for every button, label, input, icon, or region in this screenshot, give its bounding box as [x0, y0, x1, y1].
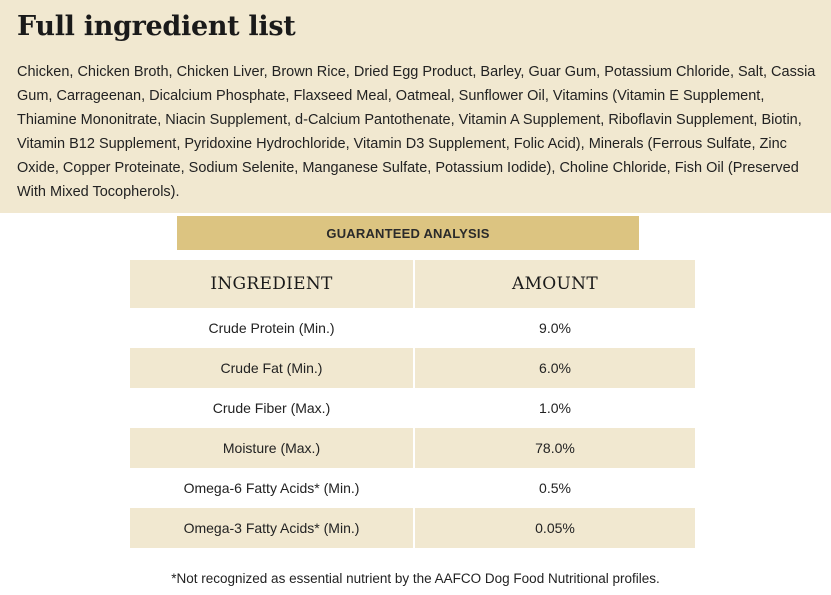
table-row — [130, 308, 695, 348]
ingredient-list-title: Full ingredient list — [17, 11, 296, 42]
table-row — [130, 348, 695, 388]
ingredient-cell: Crude Fat (Min.) — [130, 348, 415, 388]
table-row — [130, 468, 695, 508]
aafco-footnote: *Not recognized as essential nutrient by the AAFCO Dog Food Nutritional profiles. — [171, 571, 660, 586]
amount-cell: 9.0% — [539, 320, 571, 336]
ingredient-cell: Omega-3 Fatty Acids* (Min.) — [130, 508, 415, 548]
ingredient-cell: Crude Fiber (Max.) — [130, 388, 415, 428]
ingredient-cell: Crude Protein (Min.) — [130, 308, 415, 348]
guaranteed-analysis-heading: GUARANTEED ANALYSIS — [177, 216, 639, 250]
amount-cell: 1.0% — [539, 400, 571, 416]
guaranteed-analysis-table — [130, 260, 695, 548]
table-row — [130, 388, 695, 428]
ingredient-cell: Moisture (Max.) — [130, 428, 415, 468]
ingredient-list-text: Chicken, Chicken Broth, Chicken Liver, Brown Rice, Dried Egg Product, Barley, Guar Gum, Potassium Chloride, Salt, Cassia Gum, Carrageenan, Dicalcium Phosphate, Flaxseed Meal, Oatmeal, Sunflower Oil, Vitamins (Vitamin E Supplement, Thiamine Mononitrate, Niacin Supplement, d-Calcium Pantothenate, Vitamin A Supplement, Riboflavin Supplement, Biotin, Vitamin B12 Supplement, Pyridoxine Hydrochloride, Vitamin D3 Supplement, Folic Acid), Minerals (Ferrous Sulfate, Zinc Oxide, Copper Proteinate, Sodium Selenite, Manganese Sulfate, Potassium Iodide), Choline Chloride, Fish Oil (Preserved With Mixed Tocopherols). — [17, 64, 816, 200]
table-row — [130, 428, 695, 468]
amount-cell: 0.05% — [415, 508, 695, 548]
amount-cell: 6.0% — [415, 348, 695, 388]
column-header-amount: AMOUNT — [415, 260, 695, 308]
table-row — [130, 508, 695, 548]
table-header-row — [130, 260, 695, 308]
ingredient-list-panel — [0, 0, 831, 213]
ingredient-cell: Omega-6 Fatty Acids* (Min.) — [130, 468, 415, 508]
column-header-ingredient: INGREDIENT — [130, 260, 415, 308]
amount-cell: 78.0% — [415, 428, 695, 468]
amount-cell: 0.5% — [539, 480, 571, 496]
